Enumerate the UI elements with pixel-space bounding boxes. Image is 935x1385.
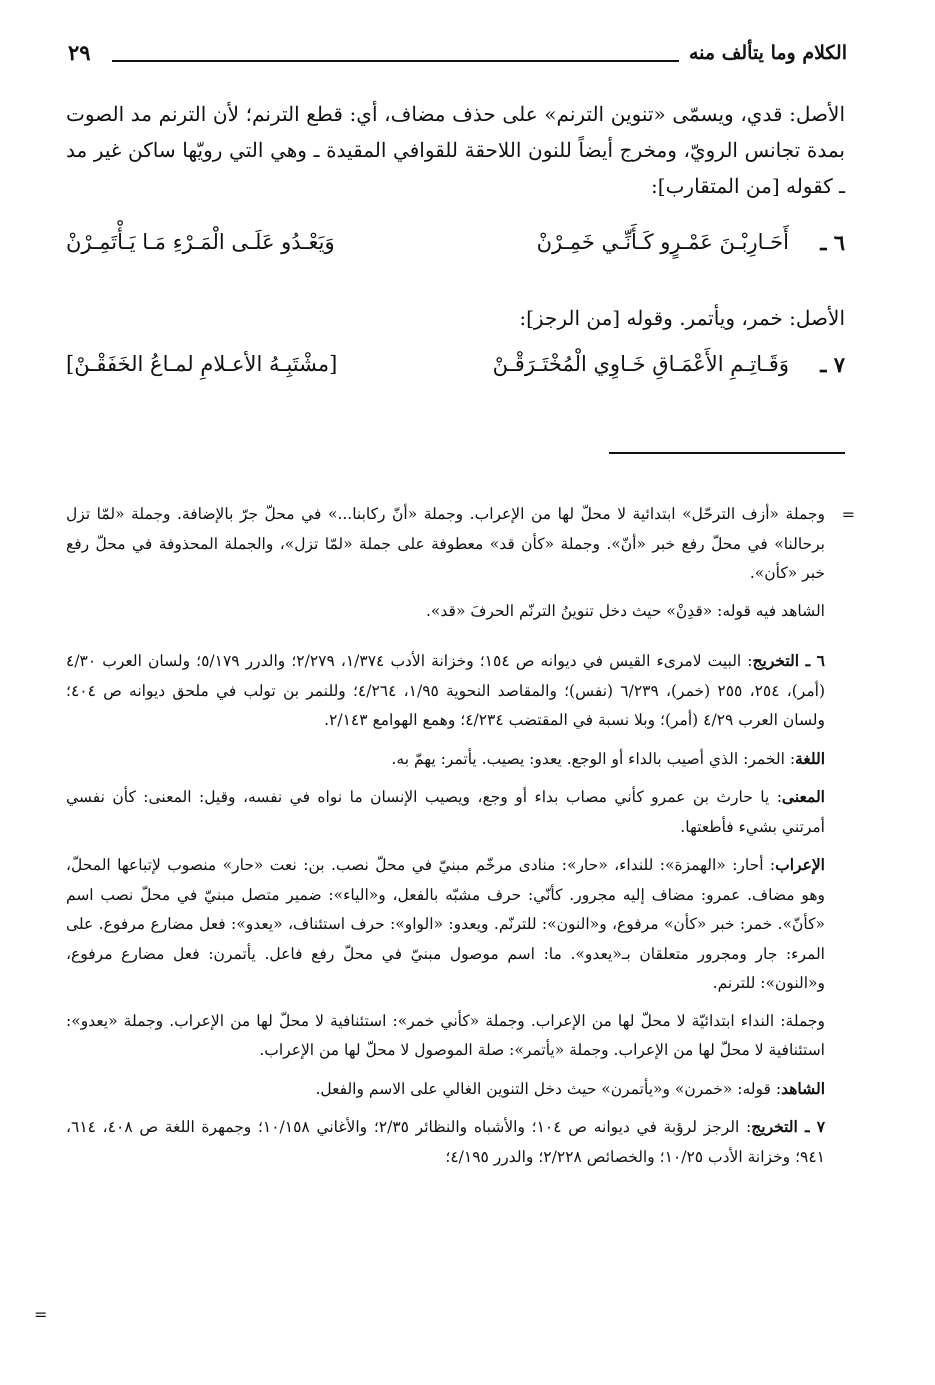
footnote-takhrij-6 [66, 646, 845, 736]
verse-hemistich-second: [مشْتَبِـهُ الأعـلامِ لمـاعُ الخَفَقْـنْ] [66, 352, 338, 376]
paragraph-asl-qadi: الأصل: قدي، ويسمّى «تنوين الترنم» على حذف مضاف، أي: قطع الترنم؛ لأن الترنم مد الصوت بمدة تجانس الرويّ، ومخرج أيضاً للنون اللاحقة للقوافي المقيدة ـ وهي التي رويّها ساكن غير مد ـ كقوله [من المتقارب]: [66, 102, 845, 198]
footnote-takhrij-7 [66, 1112, 845, 1172]
paragraph-asl-khamir [66, 300, 845, 336]
footnote-mana [66, 782, 845, 842]
main-paragraph [66, 96, 845, 204]
mana-label: المعنى [781, 787, 825, 806]
shahid-label: الشاهد [781, 1078, 825, 1098]
header-rule [112, 60, 679, 62]
irab-label: الإعراب [775, 855, 825, 874]
verse-number: ٦ ـ [820, 230, 845, 255]
footnote-separator [609, 452, 845, 454]
paragraph-text: الأصل: خمر، ويأتمر. وقوله [من الرجز]: [519, 306, 845, 330]
takhrij-text: : البيت لامرىء القيس في ديوانه ص ١٥٤؛ وخزانة الأدب ١/٣٧٤، ٢/٢٧٩؛ والدرر ٥/١٧٩؛ ولسان العرب ٤/٣٠ (أمر)، ٢٥٤، ٢٥٥ (خمر)، ٦/٢٣٩ (نفس)؛ والمقاصد النحوية ١/٩٥، ٤/٢٦٤؛ وللنمر بن تولب في ملحق ديوانه ص ٤٠٤؛ ولسان العرب ٤/٢٩ (أمر)؛ وبلا نسبة في المقتضب ٤/٢٣٤؛ وهمع الهوامع ٢/١٤٣. [66, 652, 826, 729]
running-header [68, 40, 847, 76]
verse-6 [66, 224, 845, 268]
lugha-text: : الخمر: الذي أصيب بالداء أو الوجع. يعدو: يصيب. يأتمر: يهمّ به. [391, 749, 796, 768]
footnote-jumla: وجملة: النداء ابتدائيّة لا محلّ لها من الإعراب. وجملة «كأني خمر»: استئنافية لا محلّ لها من الإعراب. وجملة «يعدو»: استئنافية لا محلّ لها من الإعراب. وجملة «يأتمر»: صلة الموصول لا محلّ لها من الإعراب. [66, 1011, 825, 1059]
verse-hemistich-second: وَيَعْـدُو عَلَـى الْمَـرْءِ مَـا يَـأْتَمِـرْنْ [66, 230, 335, 254]
lugha-label: اللغة [795, 748, 825, 768]
footnote-shahid-qad: الشاهد فيه قوله: «قدِنْ» حيث دخل تنوينُ الترنّم الحرفَ «قد». [426, 601, 825, 620]
verse-hemistich-first: وَقَـاتِـمِ الأَعْمَـاقِ خَـاوِي الْمُخْتَـرَقْـنْ [492, 352, 789, 376]
mana-text: : يا حارث بن عمرو كأني مصاب بداء أو وجع، ويصيب الإنسان ما نواه في نفسه، وقيل: المعنى: كأن نفسي أمرتني بشيء فأطعتها. [66, 788, 825, 836]
takhrij-label: ٧ ـ التخريج [751, 1117, 826, 1136]
shahid-text: : قوله: «خمرن» و«يأتمرن» حيث دخل التنوين الغالي على الاسم والفعل. [315, 1079, 782, 1098]
takhrij-text: : الرجز لرؤبة في ديوانه ص ١٠٤؛ والأشباه والنظائر ٢/٣٥؛ والأغاني ١٠/١٥٨؛ وجمهرة اللغة ص ٤٠٨، ٦١٤، ٩٤١؛ وخزانة الأدب ١٠/٢٥؛ والخصائص ٢/٢٢٨؛ والدرر ٤/١٩٥؛ [66, 1118, 825, 1166]
continuation-mark-top: = [841, 505, 855, 524]
footnote-shahid-7 [66, 1074, 845, 1105]
page-number: ٢٩ [68, 40, 91, 65]
footnote-continued: وجملة «أزف الترحّل» ابتدائية لا محلّ لها من الإعراب. وجملة «أنّ ركابنا...» في محلّ جرّ بالإضافة. وجملة «لمّا تزل برحالنا» في محلّ رفع خبر «أنّ». وجملة «كأن قد» معطوفة على جملة «لمّا تزل»، والجملة المحذوفة في محلّ رفع خبر «كأن». [66, 505, 825, 582]
verse-hemistich-first: أَحَـارِبْـنَ عَمْـرٍو كَـأَنِّـي خَمِـرْنْ [536, 230, 789, 254]
footnote-irab [66, 850, 845, 999]
verse-number: ٧ ـ [820, 352, 845, 377]
irab-text: : أحار: «الهمزة»: للنداء، «حار»: منادى مرخّم مبنيّ في محلّ نصب. بن: نعت «حار» منصوب لإتباعها المحلّ، وهو مضاف. عمرو: مضاف إليه مجرور. كأنّي: حرف مشبّه بالفعل، و«الياء»: ضمير متصل مبنيّ في محلّ نصب اسم «كأنّ». خمر: خبر «كأن» مرفوع، و«النون»: للترنّم. ويعدو: «الواو»: حرف استئناف، «يعدو»: فعل مضارع مرفوع. على المرء: جار ومجرور متعلقان بـ«يعدو». ما: اسم موصول مبنيّ في محلّ رفع فاعل. يأتمرن: فعل مضارع مرفوع، و«النون»: للترنم. [66, 856, 825, 992]
footnotes [66, 500, 845, 1174]
chapter-title: الكلام وما يتألف منه [688, 42, 847, 64]
continuation-mark-bottom: = [34, 1305, 48, 1324]
verse-7 [66, 346, 845, 390]
takhrij-label: ٦ ـ التخريج [752, 651, 825, 670]
footnote-lugha [66, 744, 845, 775]
